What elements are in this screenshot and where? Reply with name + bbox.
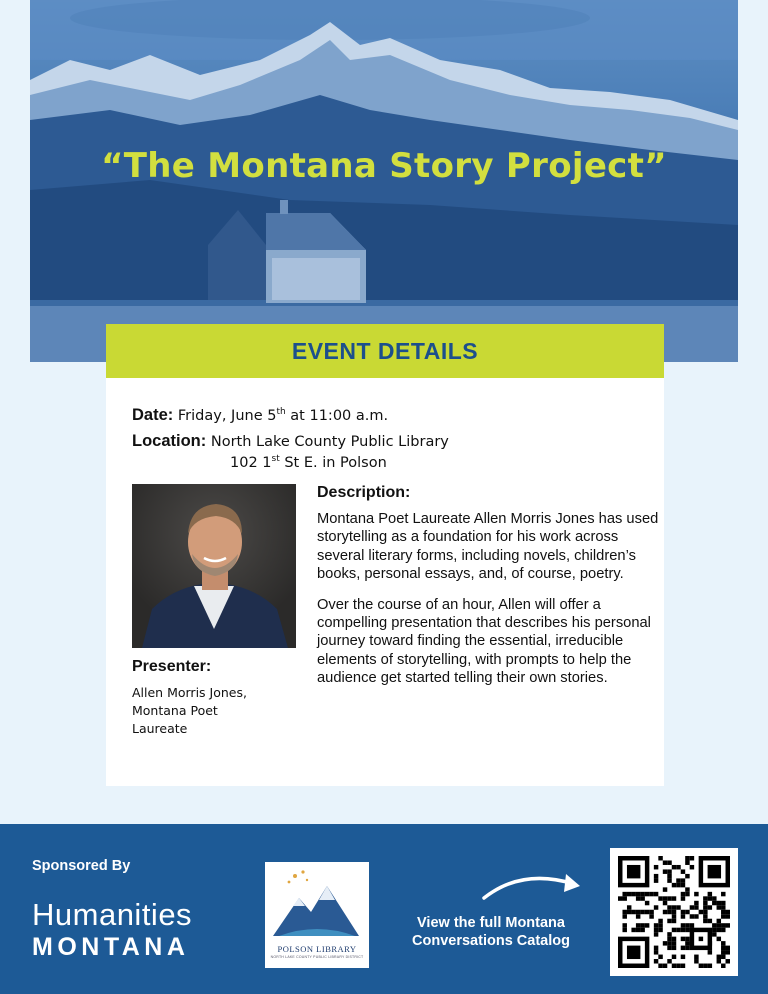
presenter-line: Allen Morris Jones, bbox=[132, 685, 247, 700]
hero-banner bbox=[30, 0, 738, 362]
presenter-name bbox=[132, 684, 292, 738]
presenter-photo bbox=[132, 484, 296, 648]
date-suffix: th bbox=[276, 407, 286, 418]
date-row bbox=[132, 406, 388, 425]
sponsor-footer bbox=[0, 824, 768, 994]
montana-wordmark: MONTANA bbox=[32, 933, 190, 961]
polson-library-name: POLSON LIBRARY bbox=[277, 944, 357, 954]
description-text bbox=[317, 510, 662, 700]
humanities-montana-logo[interactable] bbox=[32, 898, 192, 962]
curved-arrow-icon bbox=[478, 864, 588, 904]
event-details-heading: EVENT DETAILS bbox=[291, 337, 479, 364]
location-label: Location: bbox=[132, 432, 207, 450]
address-suffix: st bbox=[271, 454, 280, 464]
description-paragraph-2: Over the course of an hour, Allen will offer a compelling presentation that describes his personal journey toward finding the essential, irreducible elements of storytelling, with prompts to help the audience get started telling their own stories. bbox=[317, 596, 651, 687]
presenter-label: Presenter: bbox=[132, 658, 212, 675]
event-title: “The Montana Story Project” bbox=[101, 146, 667, 186]
location-line1: North Lake County Public Library bbox=[210, 434, 449, 450]
location-line2 bbox=[230, 454, 387, 471]
qr-code[interactable] bbox=[610, 848, 738, 976]
event-details-card bbox=[106, 324, 664, 786]
address-number: 102 1 bbox=[230, 454, 272, 471]
description-label: Description: bbox=[317, 484, 411, 501]
polson-library-subtitle: NORTH LAKE COUNTY PUBLIC LIBRARY DISTRICT bbox=[270, 955, 364, 959]
cta-line: Conversations Catalog bbox=[412, 933, 570, 949]
presenter-line: Montana Poet bbox=[132, 703, 218, 718]
qr-code-icon bbox=[618, 856, 730, 968]
sponsored-by-label: Sponsored By bbox=[32, 858, 131, 874]
description-paragraph-1: Montana Poet Laureate Allen Morris Jones has used storytelling as a foundation for his work across several literary forms, including novels, children’s books, personal essays, and, of course, poetry. bbox=[317, 511, 659, 583]
event-details-header bbox=[106, 324, 664, 378]
date-value-main: Friday, June 5 bbox=[177, 408, 277, 424]
polson-library-logo[interactable] bbox=[265, 862, 369, 968]
presenter-line: Laureate bbox=[132, 721, 188, 736]
cta-line: View the full Montana bbox=[417, 915, 565, 931]
date-time: at 11:00 a.m. bbox=[285, 408, 389, 424]
address-street: St E. in Polson bbox=[279, 454, 387, 471]
location-row bbox=[132, 432, 449, 451]
polson-mountain-icon bbox=[265, 862, 369, 942]
catalog-call-to-action[interactable] bbox=[384, 914, 598, 950]
humanities-wordmark: Humanities bbox=[32, 897, 193, 932]
date-label: Date: bbox=[132, 406, 174, 424]
date-value bbox=[178, 408, 388, 424]
